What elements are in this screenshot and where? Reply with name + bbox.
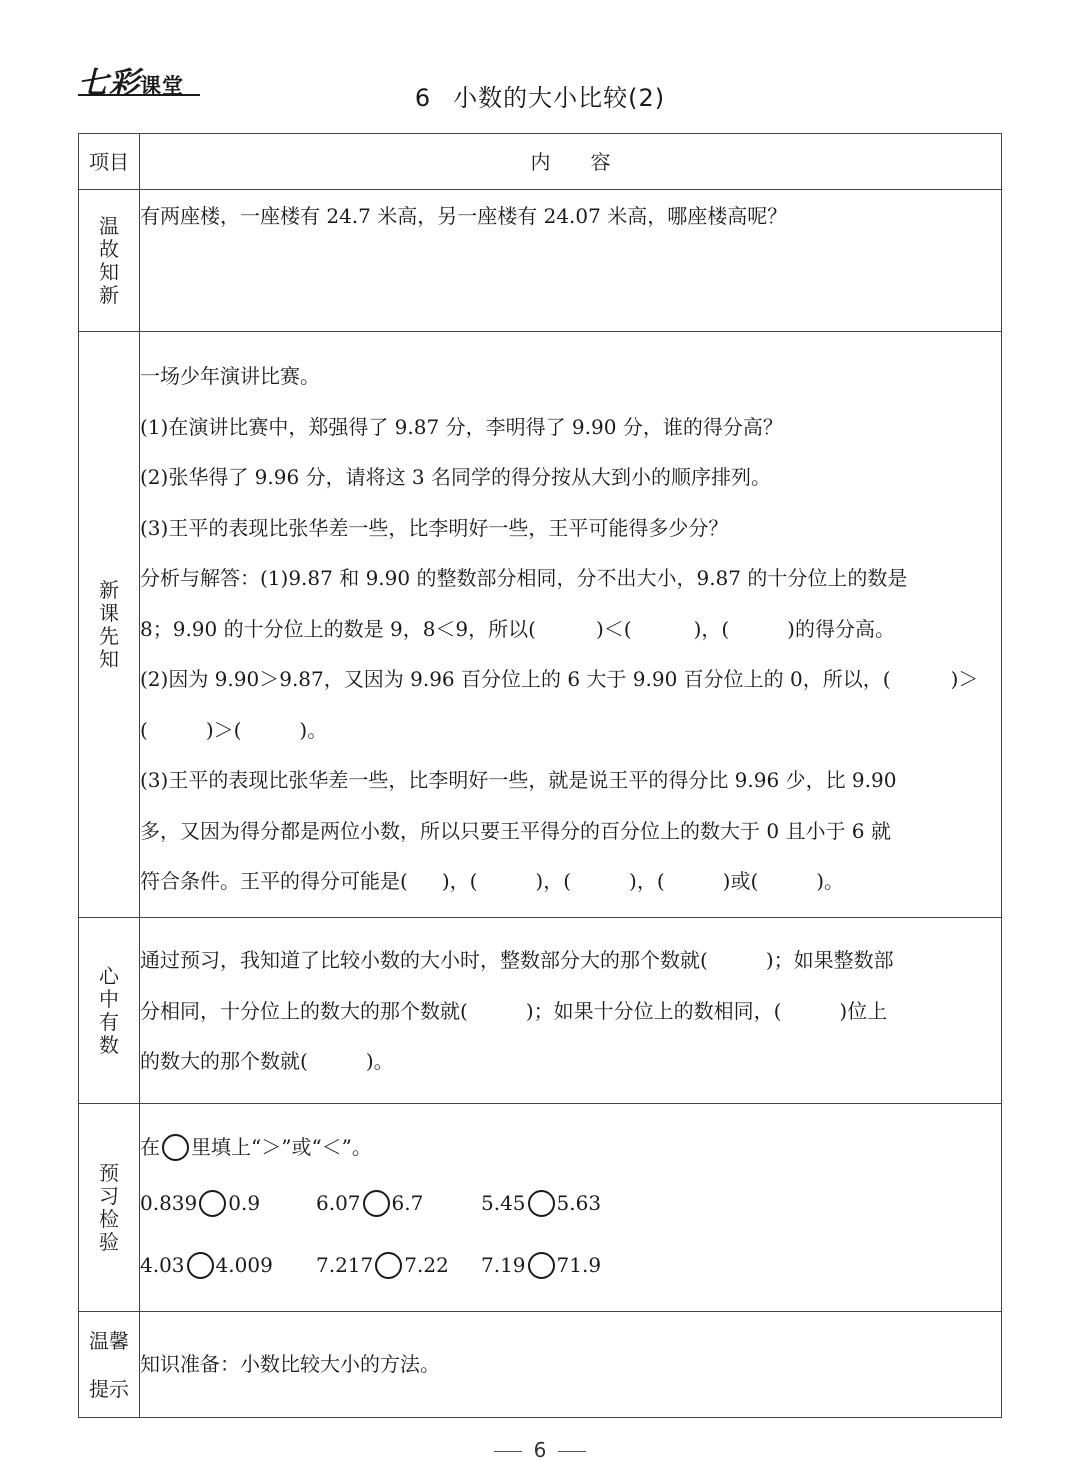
comparison-item: 5.45 5.63 (481, 1191, 602, 1215)
answer-3-line-3: 符合条件。王平的得分可能是( )，( )，( )，( )或( )。 (140, 869, 845, 893)
comparison-item: 7.217 7.22 (316, 1253, 449, 1277)
tip-label: 温馨 提示 (79, 1312, 140, 1418)
footer-dash-right (558, 1451, 586, 1452)
comparison-row-1 (140, 1172, 1001, 1234)
question-2: (2)张华得了 9.96 分，请将这 3 名同学的得分按从大到小的顺序排列。 (140, 465, 772, 489)
answer-circle[interactable] (162, 1134, 189, 1161)
compare-circle[interactable] (187, 1252, 214, 1279)
header-item-cell: 项目 (79, 134, 140, 190)
lesson-number: 6 (414, 84, 432, 112)
answer-1-line-1: 分析与解答：(1)9.87 和 9.90 的整数部分相同，分不出大小，9.87 的十分位上的数是 (140, 566, 908, 590)
check-label: 预习检验 (79, 1104, 140, 1312)
answer-2-line-2: ( )＞( )。 (140, 717, 328, 742)
tip-content (140, 1312, 1002, 1418)
compare-circle[interactable] (528, 1252, 555, 1279)
newlesson-intro: 一场少年演讲比赛。 (140, 364, 320, 388)
tip-row (79, 1312, 1002, 1418)
review-row (79, 190, 1002, 332)
summary-line-2: 分相同，十分位上的数大的那个数就( )；如果十分位上的数相同，( )位上 (140, 998, 888, 1023)
tip-text: 知识准备：小数比较大小的方法。 (140, 1352, 440, 1377)
page-number: 6 (533, 1438, 547, 1462)
answer-3-line-2: 多，又因为得分都是两位小数，所以只要王平得分的百分位上的数大于 0 且小于 6 就 (140, 818, 891, 843)
summary-row (79, 918, 1002, 1104)
comparison-item: 7.19 71.9 (481, 1253, 602, 1277)
newlesson-label: 新课先知 (79, 332, 140, 918)
page-footer (0, 1438, 1080, 1462)
answer-1-line-2: 8；9.90 的十分位上的数是 9，8＜9，所以( )＜( )，( )的得分高。 (140, 616, 895, 641)
answer-2-line-1: (2)因为 9.90＞9.87，又因为 9.96 百分位上的 6 大于 9.90 百分位上的 0，所以，( )＞ (140, 667, 979, 691)
comparison-row-2 (140, 1234, 1001, 1296)
brand-logo-text: 课堂 (140, 74, 184, 98)
page-title (0, 78, 1080, 113)
summary-label: 心中有数 (79, 918, 140, 1104)
compare-circle[interactable] (363, 1190, 390, 1217)
worksheet-table (78, 133, 1002, 1418)
review-label: 温故知新 (79, 190, 140, 332)
brand-logo-script: 七彩 (78, 66, 140, 101)
compare-circle[interactable] (528, 1190, 555, 1217)
summary-line-3: 的数大的那个数就( )。 (140, 1049, 394, 1073)
table-header-row (79, 134, 1002, 190)
newlesson-content (140, 332, 1002, 918)
comparison-item: 4.03 4.009 (140, 1253, 273, 1277)
review-text: 有两座楼，一座楼有 24.7 米高，另一座楼有 24.07 米高，哪座楼高呢？ (140, 204, 788, 228)
lesson-title: 小数的大小比较(2) (453, 84, 666, 112)
check-content (140, 1104, 1002, 1312)
check-row (79, 1104, 1002, 1312)
compare-circle[interactable] (199, 1190, 226, 1217)
review-content (140, 190, 1002, 332)
comparison-item: 6.07 6.7 (316, 1191, 424, 1215)
comparison-item: 0.839 0.9 (140, 1191, 261, 1215)
compare-circle[interactable] (375, 1252, 402, 1279)
summary-line-1: 通过预习，我知道了比较小数的大小时，整数部分大的那个数就( )；如果整数部 (140, 948, 894, 972)
header-content-cell: 内 容 (140, 134, 1002, 190)
question-1: (1)在演讲比赛中，郑强得了 9.87 分，李明得了 9.90 分，谁的得分高？ (140, 414, 783, 439)
footer-dash-left (494, 1451, 522, 1452)
check-instruction: 在 里填上“＞”或“＜”。 (140, 1135, 372, 1159)
answer-3-line-1: (3)王平的表现比张华差一些，比李明好一些，就是说王平的得分比 9.96 少，比 9.90 (140, 768, 897, 792)
summary-content (140, 918, 1002, 1104)
newlesson-row (79, 332, 1002, 918)
question-3: (3)王平的表现比张华差一些，比李明好一些，王平可能得多少分？ (140, 515, 729, 540)
